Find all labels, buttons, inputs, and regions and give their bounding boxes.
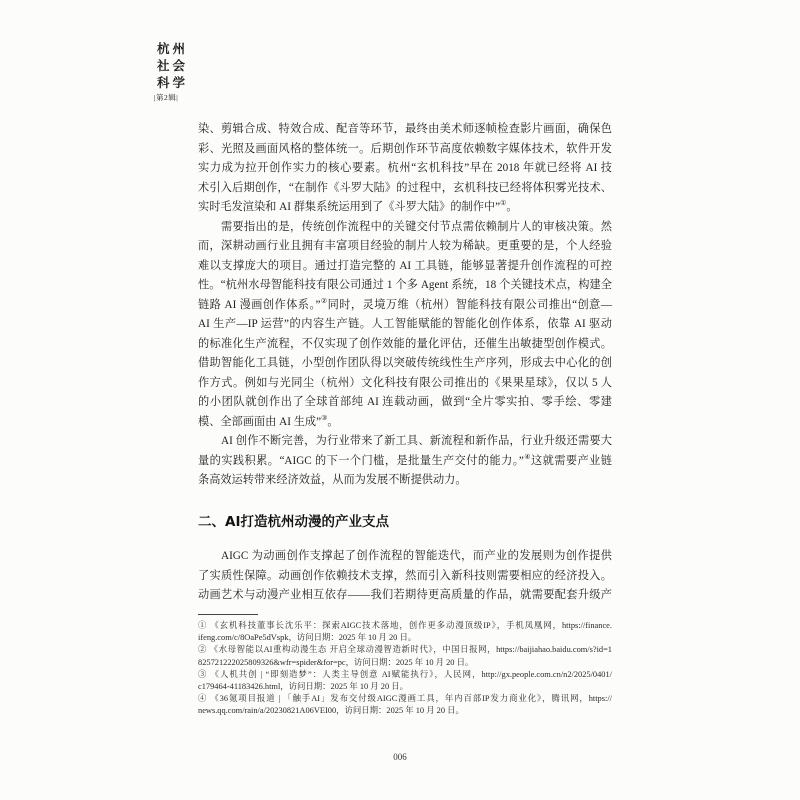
body-line: 动画艺术与动漫产业相互依存——我们若期待更高质量的作品，就需要配套升级产 [198, 589, 612, 602]
body-line [198, 198, 612, 218]
paragraph-2 [198, 218, 612, 433]
body-line: 的标准化生产流程，不仅实现了创作效能的量化评估，还催生出敏捷型创作模式。 [198, 337, 612, 350]
footnote-line: ifeng.com/c/8OaPe5dVspk，访问日期：2025 年 10 月 20 日。 [198, 633, 417, 643]
paragraph-1 [198, 120, 612, 218]
paragraph-3 [198, 432, 612, 491]
footnote-ref: ② [320, 296, 328, 305]
footnote-ref: ① [500, 199, 507, 208]
body-line: AIGC 为动画创作支撑起了创作流程的智能迭代，而产业的发展则为创作提供 [221, 550, 612, 563]
body-line: 性。“杭州水母智能科技有限公司通过 1 个多 Agent 系统，18 个关键技术点，构建全 [198, 279, 612, 292]
body-line: 作方式。例如与光同尘（杭州）文化科技有限公司推出的《果果星球》，仅以 5 人 [198, 376, 612, 389]
line-text: 模、全部画面由 AI 生成” [198, 415, 322, 428]
body-line: AI 生产—IP 运营”的内容生产链。人工智能赋能的智能化创作体系，依靠 AI 驱动 [198, 318, 612, 331]
journal-title-line: 杭州 [157, 42, 189, 56]
footnote-line: ② 《水母智能以AI重构动漫生态 开启全球动漫智造新时代》，中国日报网，https://baijiahao.baidu.com/s?id=1 [198, 645, 612, 655]
line-text: 同时，灵境万维（杭州）智能科技有限公司推出“创意— [327, 298, 613, 311]
line-text: 链路 AI 漫画创作体系。” [198, 298, 321, 311]
line-text: 实时毛发渲染和 AI 群集系统运用到了《斗罗大陆》的制作中” [198, 201, 501, 214]
body-line [198, 296, 612, 316]
footnote-line: ④ 《36氪项目报道 | 「触手AI」发布交付级AIGC漫画工具，年内百部IP发力商业化》，腾讯网，https:// [198, 694, 612, 704]
line-text: 这就需要产业链 [530, 454, 612, 467]
footnote-ref: ③ [321, 413, 328, 422]
body-line [198, 413, 612, 433]
body-line: 实力成为拉开创作实力的核心要素。杭州“玄机科技”早在 2018 年就已经将 AI 技 [198, 162, 612, 175]
running-head [154, 41, 189, 104]
body-line: 染、剪辑合成、特效合成、配音等环节，最终由美术师逐帧检查影片画面，确保色 [198, 123, 612, 136]
paragraph-4 [198, 547, 612, 606]
footnote-line: c179464-41183426.html，访问日期：2025 年 10 月 20 日。 [198, 681, 408, 691]
line-text: 。 [327, 415, 339, 428]
body-line: AI 创作不断完善，为行业带来了新工具、新流程和新作品，行业升级还需要大 [221, 435, 612, 448]
footnote-3 [198, 669, 612, 693]
body-line: 条高效运转带来经济效益，从而为发展不断提供动力。 [198, 474, 467, 487]
line-text: 。 [506, 201, 518, 214]
footnote-4 [198, 693, 612, 717]
line-text: 量的实践积累。“AIGC 的下一个门槛，是批量生产交付的能力。” [198, 454, 524, 467]
body-line: 彩、光照及画面风格的整体统一。后期创作环节高度依赖数字媒体技术，软件开发 [198, 142, 612, 155]
journal-title-line: 社会 [157, 59, 189, 73]
footnote-line: ③ 《人机共创 | “即刻造梦”：人类主导创意 AI赋能执行》，人民网，http://gx.people.com.cn/n2/2025/0401/ [198, 669, 612, 679]
footnotes [198, 620, 612, 718]
footnote-2 [198, 644, 612, 668]
footnote-line: 825721222025809326&wfr=spider&for=pc，访问日期：2025 年 10 月 20 日。 [198, 657, 474, 667]
journal-title-line: 科学 [157, 76, 189, 90]
body-line: 而，深耕动画行业且拥有丰富项目经验的制片人较为稀缺。更重要的是，个人经验 [198, 240, 612, 253]
section-heading: 二、AI打造杭州动漫的产业支点 [198, 514, 389, 530]
body-line: 了实质性保障。动画创作依赖技术支撑，然而引入新科技则需要相应的经济投入。 [198, 569, 612, 582]
footnote-divider [198, 614, 258, 615]
footnote-line: news.qq.com/rain/a/20230821A06VEI00，访问日期：2025 年 10 月 20 日。 [198, 706, 464, 716]
body-line: 难以支撑庞大的项目。通过打造完整的 AI 工具链，能够显著提升创作流程的可控 [198, 259, 612, 272]
footnote-1 [198, 620, 612, 644]
footnote-ref: ④ [523, 452, 531, 461]
body-line: 的小团队就创作出了全球首部纯 AI 连载动画，做到“全片零实拍、零手绘、零建 [198, 396, 612, 409]
body-text [198, 120, 612, 491]
body-line: 术引入后期创作，“在制作《斗罗大陆》的过程中，玄机科技已经将体积雾光技术、 [198, 181, 612, 194]
body-line [198, 452, 612, 472]
body-line: 借助智能化工具链，小型创作团队得以突破传统线性生产序列，形成去中心化的创 [198, 357, 612, 370]
volume-label: |第2辑| [154, 93, 179, 102]
body-line: 需要指出的是，传统创作流程中的关键交付节点需依赖制片人的审核决策。然 [221, 220, 612, 233]
footnote-line: ① 《玄机科技董事长沈乐平：探索AIGC技术落地，创作更多动漫顶级IP》，手机凤凰网，https://finance. [198, 621, 612, 630]
page-number: 006 [393, 752, 407, 762]
